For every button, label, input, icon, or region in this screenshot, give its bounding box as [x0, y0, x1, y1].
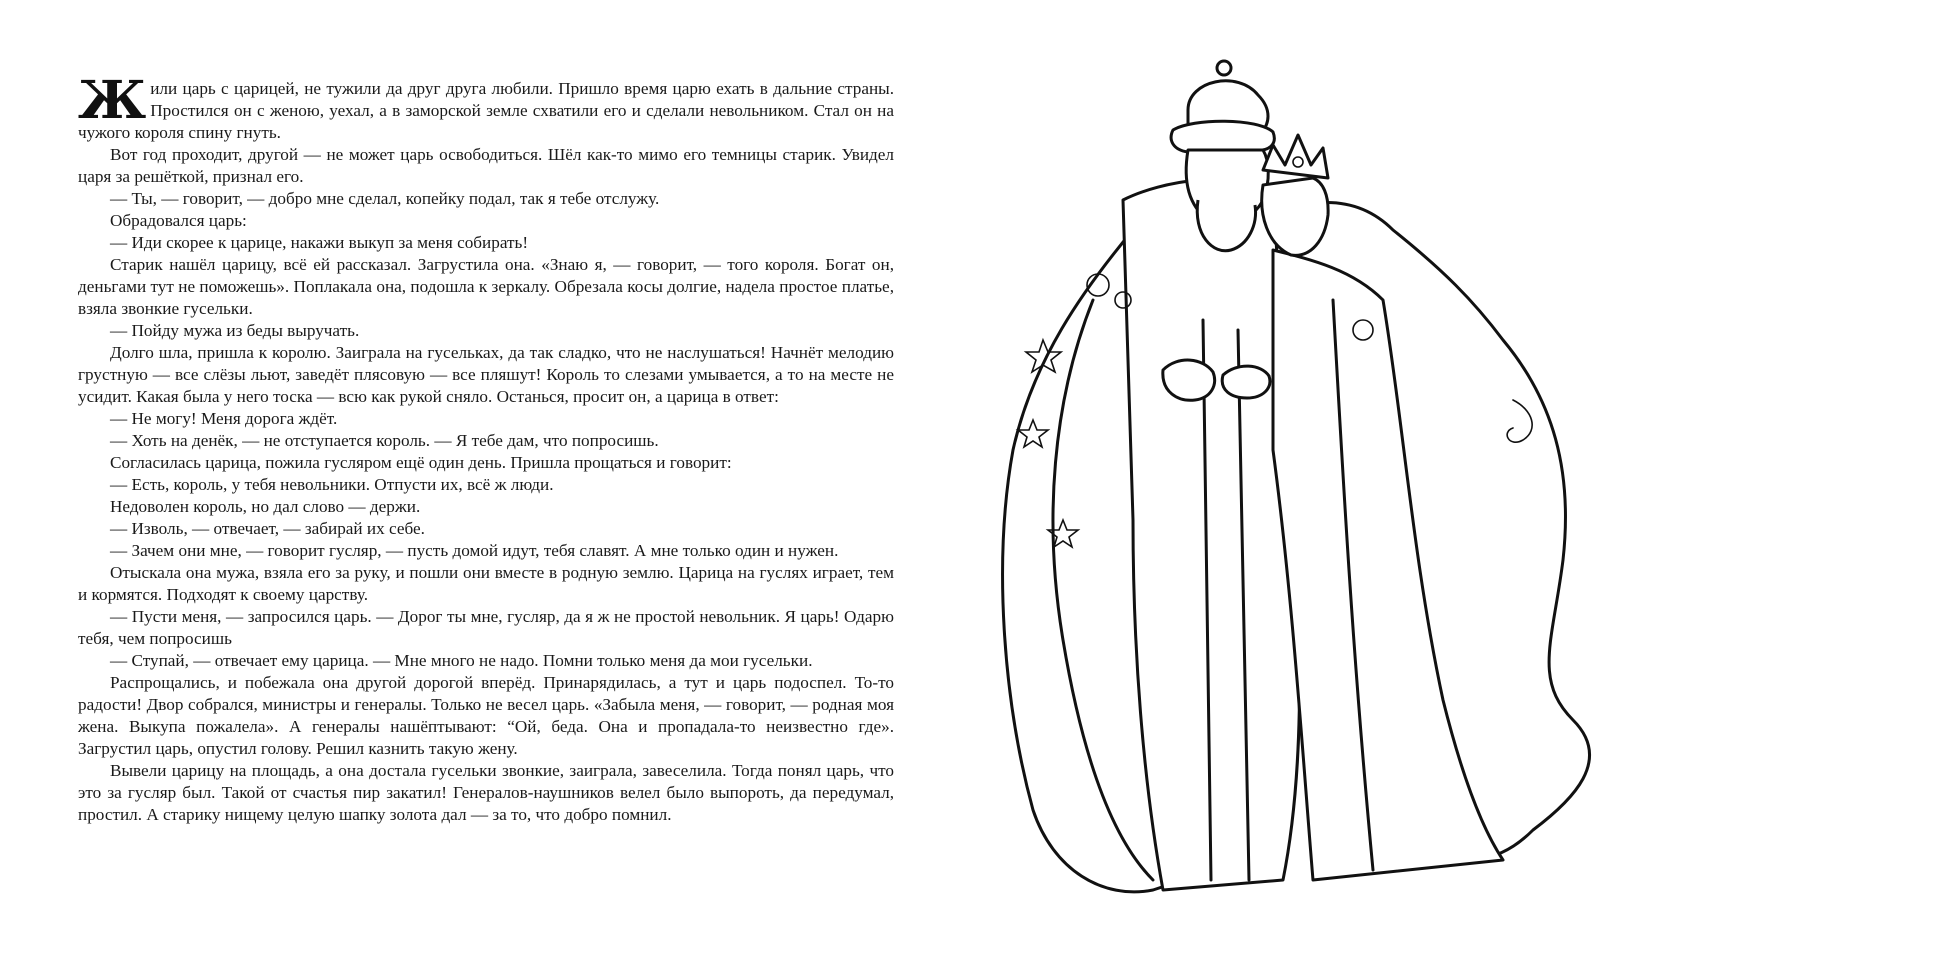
story-paragraph: Отыскала она мужа, взяла его за руку, и пошли они вместе в родную землю. Царица на гуслях играет, тем и кормятся. Подходят к своему царству. [78, 563, 894, 604]
tsaritsa-hand [1222, 366, 1270, 398]
story-paragraph: Недоволен король, но дал слово — держи. [110, 497, 421, 516]
story-paragraph: — Не могу! Меня дорога ждёт. [110, 409, 338, 428]
tsaritsa-dress [1273, 250, 1503, 880]
story-paragraph: Вот год проходит, другой — не может царь освободиться. Шёл как-то мимо его темницы старик. Увидел царя за решёткой, признал его. [78, 145, 894, 186]
story-paragraph: — Иди скорее к царице, накажи выкуп за меня собирать! [110, 233, 529, 252]
story-paragraph: Вывели царицу на площадь, а она достала гусельки звонкие, заиграла, завеселила. Тогда понял царь, что это за гусляр был. Такой от счастья пир закатил! Генералов-наушников велел было выпороть, да передумал, простил. А старику нищему целую шапку золота дал — за то, что добро помнил. [78, 761, 894, 824]
story-paragraph-1 [78, 70, 894, 144]
story-paragraph: — Ступай, — отвечает ему царица. — Мне много не надо. Помни только меня да мои гусельки. [110, 651, 813, 670]
story-paragraph: — Зачем они мне, — говорит гусляр, — пусть домой идут, тебя славят. А мне только один и нужен. [110, 541, 839, 560]
story-paragraph: — Пойду мужа из беды выручать. [110, 321, 360, 340]
story-paragraph: — Изволь, — отвечает, — забирай их себе. [110, 519, 425, 538]
story-text [78, 70, 894, 826]
right-page [973, 0, 1946, 973]
story-paragraph: Долго шла, пришла к королю. Заиграла на гусельках, да так сладко, что не наслушаться! Начнёт мелодию грустную — все слёзы льют, заведёт плясовую — все пляшут! Король то слезами умывается, а то на месте не усидит. Какая была у него тоска — всю как рукой сняло. Останься, просит он, а царица в ответ: [78, 343, 894, 406]
story-paragraph: — Хоть на денёк, — не отступается король. — Я тебе дам, что попросишь. [110, 431, 659, 450]
story-paragraph: Распрощались, и побежала она другой дорогой вперёд. Принарядилась, а тут и царь подоспел. То-то радости! Двор собрался, министры и генералы. Только не весел царь. «Забыла меня, — говорит, — родная моя жена. Выкупа пожалела». А генералы нашёптывают: “Ой, беда. Она и пропадала-то неизвестно где». Загрустил царь, опустил голову. Решил казнить такую жену. [78, 673, 894, 758]
story-paragraph: Старик нашёл царицу, всё ей рассказал. Загрустила она. «Знаю я, — говорит, — того короля. Богат он, деньгами тут не поможешь». Поплакала она, подошла к зеркалу. Обрезала косы долгие, надела простое платье, взяла звонкие гусельки. [78, 255, 894, 318]
hat-orb [1217, 61, 1231, 75]
drop-cap: Ж [78, 70, 147, 131]
tsar-hand [1163, 360, 1215, 400]
tsar-hat-brim [1171, 121, 1274, 152]
veil-curl [1507, 400, 1532, 442]
first-paragraph-text: или царь с царицей, не тужили да друг друга любили. Пришло время царю ехать в дальние страны. Простился он с женою, уехал, а в заморской земле схватили его и сделали невольником. Стал он на чужого короля спину гнуть. [78, 79, 894, 142]
story-paragraph: Согласилась царица, пожила гусляром ещё один день. Пришла прощаться и говорит: [110, 453, 732, 472]
story-paragraph: — Ты, — говорит, — добро мне сделал, копейку подал, так я тебе отслужу. [110, 189, 660, 208]
story-paragraph: — Есть, король, у тебя невольники. Отпусти их, всё ж люди. [110, 475, 554, 494]
tsar-tsaritsa-illustration [973, 0, 1946, 973]
story-paragraph: — Пусти меня, — запросился царь. — Дорог ты мне, гусляр, да я ж не простой невольник. Я царь! Одарю тебя, чем попросишь [78, 607, 894, 648]
story-paragraph: Обрадовался царь: [110, 211, 247, 230]
